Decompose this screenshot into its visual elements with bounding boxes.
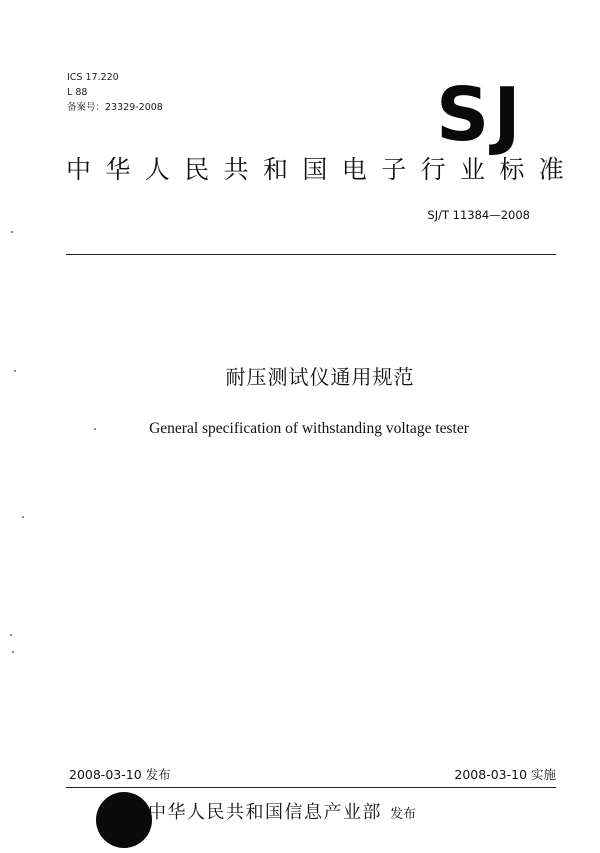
implementation-date: 2008-03-10 实施: [454, 767, 556, 782]
publish-label: 发布: [390, 807, 417, 822]
publisher-name: 中华人民共和国信息产业部: [148, 802, 382, 823]
bottom-divider: [66, 787, 556, 788]
issue-date: 2008-03-10 发布: [69, 767, 171, 782]
filing-number: 备案号：23329-2008: [67, 102, 163, 113]
standard-number: SJ/T 11384—2008: [427, 208, 530, 222]
scan-blot-mark: [96, 792, 152, 848]
scan-speck: [10, 634, 12, 636]
ccs-code: L 88: [67, 87, 88, 98]
top-divider: [66, 254, 556, 255]
document-title-english: General specification of withstanding voltage tester: [149, 420, 469, 437]
scan-speck: [94, 428, 96, 430]
document-title-chinese: 耐压测试仪通用规范: [225, 365, 415, 389]
industry-standard-title: 中华人民共和国电子行业标准: [66, 155, 579, 184]
scan-speck: [22, 516, 24, 518]
scan-speck: [14, 370, 16, 372]
sj-logo: SJ: [436, 72, 525, 158]
ics-code: ICS 17.220: [67, 72, 119, 83]
classification-block: [67, 70, 163, 115]
scan-speck: [12, 651, 14, 653]
scan-speck: [11, 231, 13, 233]
publisher-line: [148, 800, 416, 828]
